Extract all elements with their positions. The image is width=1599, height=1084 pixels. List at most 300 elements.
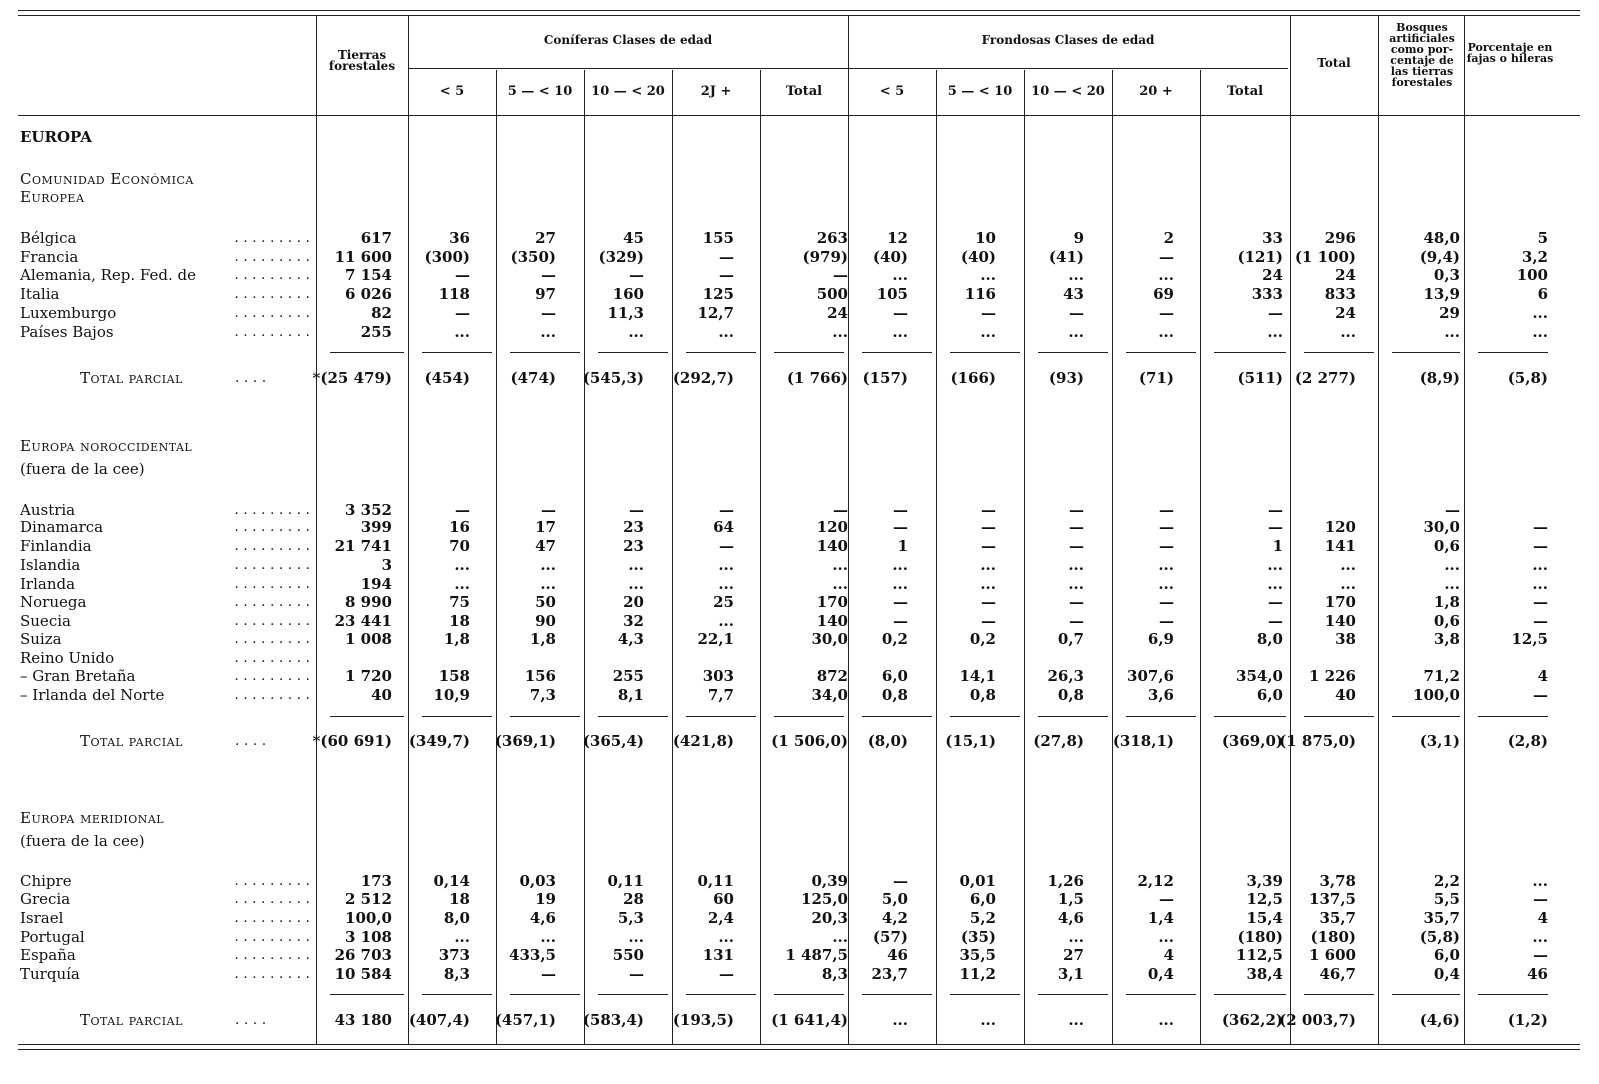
table-cell: ... bbox=[1532, 575, 1548, 593]
table-cell: (2 003,7) bbox=[1279, 1011, 1356, 1029]
table-cell: 23 bbox=[623, 518, 644, 536]
table-cell: 24 bbox=[1335, 304, 1356, 322]
table-cell: — bbox=[455, 304, 470, 322]
table-cell: — bbox=[1159, 612, 1174, 630]
leader-dots: . . . . . . . . . bbox=[234, 668, 310, 684]
leader-dots: . . . . . . . . . bbox=[234, 650, 310, 666]
subtotal-rule bbox=[1304, 994, 1374, 995]
table-cell: 255 bbox=[612, 667, 644, 685]
table-cell: (71) bbox=[1138, 369, 1174, 387]
table-cell: ... bbox=[980, 556, 996, 574]
leader-dots: . . . . . . . . . bbox=[234, 929, 310, 945]
table-cell: 40 bbox=[1335, 686, 1356, 704]
table-cell: 617 bbox=[360, 229, 392, 247]
table-cell: 27 bbox=[535, 229, 556, 247]
table-cell: 173 bbox=[360, 872, 392, 890]
table-cell: 1 720 bbox=[345, 667, 392, 685]
table-cell: 399 bbox=[360, 518, 392, 536]
table-cell: (166) bbox=[950, 369, 996, 387]
row-label: Reino Unido bbox=[20, 649, 115, 667]
table-cell: 17 bbox=[535, 518, 556, 536]
table-cell: — bbox=[981, 593, 996, 611]
row-label: Luxemburgo bbox=[20, 304, 117, 322]
table-cell: 5,0 bbox=[881, 890, 908, 908]
table-cell: 46 bbox=[887, 946, 908, 964]
table-cell: — bbox=[1268, 593, 1283, 611]
table-cell: ... bbox=[1444, 556, 1460, 574]
table-cell: 6,0 bbox=[1433, 946, 1460, 964]
age-class-header: 5 — < 10 bbox=[507, 84, 573, 99]
subtotal-rule bbox=[1214, 352, 1286, 353]
table-cell: — bbox=[455, 266, 470, 284]
row-label: Alemania, Rep. Fed. de bbox=[20, 266, 197, 284]
table-cell: ... bbox=[454, 575, 470, 593]
table-cell: (350) bbox=[510, 248, 556, 266]
table-cell: (583,4) bbox=[582, 1011, 644, 1029]
table-cell: 4,6 bbox=[529, 909, 556, 927]
subtotal-rule bbox=[330, 352, 404, 353]
row-label: Austria bbox=[20, 501, 76, 519]
table-cell: 0,14 bbox=[433, 872, 470, 890]
table-cell: — bbox=[1445, 501, 1460, 519]
table-cell: (180) bbox=[1310, 928, 1356, 946]
subtotal-rule bbox=[686, 994, 756, 995]
table-cell: 3 352 bbox=[345, 501, 392, 519]
table-cell: — bbox=[893, 518, 908, 536]
table-cell: 43 bbox=[1063, 285, 1084, 303]
table-cell: (329) bbox=[598, 248, 644, 266]
table-cell: 0,11 bbox=[697, 872, 734, 890]
table-cell: (1 506,0) bbox=[771, 732, 848, 750]
table-cell: 2 bbox=[1163, 229, 1174, 247]
table-cell: 23,7 bbox=[871, 965, 908, 983]
table-cell: ... bbox=[832, 575, 848, 593]
table-cell: (407,4) bbox=[408, 1011, 470, 1029]
table-cell: ... bbox=[1532, 323, 1548, 341]
table-cell: 4 bbox=[1537, 667, 1548, 685]
table-cell: ... bbox=[1158, 1011, 1174, 1029]
table-cell: 4 bbox=[1163, 946, 1174, 964]
table-cell: 1,26 bbox=[1047, 872, 1084, 890]
table-cell: (365,4) bbox=[582, 732, 644, 750]
table-cell: 27 bbox=[1063, 946, 1084, 964]
age-class-header: 10 — < 20 bbox=[591, 84, 665, 99]
table-cell: 263 bbox=[816, 229, 848, 247]
table-cell: 60 bbox=[713, 890, 734, 908]
table-cell: — bbox=[1069, 518, 1084, 536]
table-cell: — bbox=[1268, 501, 1283, 519]
column-divider bbox=[1290, 16, 1291, 1044]
table-cell: (157) bbox=[862, 369, 908, 387]
leader-dots: . . . . bbox=[235, 733, 267, 749]
table-cell: (35) bbox=[960, 928, 996, 946]
table-cell: 3,39 bbox=[1246, 872, 1283, 890]
subtotal-rule bbox=[510, 994, 580, 995]
table-cell: ... bbox=[1158, 556, 1174, 574]
leader-dots: . . . . . . . . . bbox=[234, 631, 310, 647]
table-cell: 11 600 bbox=[334, 248, 392, 266]
table-cell: 46 bbox=[1527, 965, 1548, 983]
subtotal-rule bbox=[862, 352, 932, 353]
table-cell: — bbox=[1159, 304, 1174, 322]
table-cell: (93) bbox=[1048, 369, 1084, 387]
row-label: Noruega bbox=[20, 593, 87, 611]
table-cell: (41) bbox=[1048, 248, 1084, 266]
table-cell: ... bbox=[540, 556, 556, 574]
table-cell: ... bbox=[718, 928, 734, 946]
table-cell: — bbox=[1159, 518, 1174, 536]
column-divider bbox=[316, 16, 317, 1044]
table-cell: 6,0 bbox=[881, 667, 908, 685]
subtotal-rule bbox=[950, 352, 1020, 353]
table-cell: ... bbox=[1267, 556, 1283, 574]
table-cell: 29 bbox=[1439, 304, 1460, 322]
table-cell: (4,6) bbox=[1419, 1011, 1460, 1029]
age-class-header: Total bbox=[785, 84, 823, 99]
table-cell: — bbox=[719, 501, 734, 519]
table-cell: 100 bbox=[1516, 266, 1548, 284]
table-cell: (1 875,0) bbox=[1279, 732, 1356, 750]
table-cell: 71,2 bbox=[1423, 667, 1460, 685]
table-cell: 47 bbox=[535, 537, 556, 555]
table-cell: ... bbox=[628, 556, 644, 574]
age-class-header: < 5 bbox=[439, 84, 465, 99]
leader-dots: . . . . bbox=[235, 1012, 267, 1028]
table-cell: (1 100) bbox=[1294, 248, 1356, 266]
table-cell: ... bbox=[1068, 556, 1084, 574]
table-cell: 0,4 bbox=[1147, 965, 1174, 983]
table-cell: — bbox=[1159, 890, 1174, 908]
table-cell: — bbox=[1533, 686, 1548, 704]
table-cell: 10,9 bbox=[433, 686, 470, 704]
table-cell: (3,1) bbox=[1419, 732, 1460, 750]
table-cell: ... bbox=[1068, 323, 1084, 341]
table-cell: — bbox=[833, 266, 848, 284]
table-cell: 36 bbox=[449, 229, 470, 247]
table-cell: 38,4 bbox=[1246, 965, 1283, 983]
table-cell: 48,0 bbox=[1423, 229, 1460, 247]
table-cell: 12,7 bbox=[697, 304, 734, 322]
leader-dots: . . . . . . . . . bbox=[234, 873, 310, 889]
table-cell: 155 bbox=[702, 229, 734, 247]
table-cell: — bbox=[1533, 612, 1548, 630]
age-class-header: < 5 bbox=[879, 84, 905, 99]
table-cell: 0,2 bbox=[881, 630, 908, 648]
subtotal-rule bbox=[862, 716, 932, 717]
table-cell: 11,2 bbox=[959, 965, 996, 983]
header-frondosas: Frondosas Clases de edad bbox=[981, 33, 1155, 47]
subtotal-rule bbox=[1478, 352, 1548, 353]
table-cell: 3,1 bbox=[1057, 965, 1084, 983]
subtotal-rule bbox=[1126, 352, 1196, 353]
table-cell: — bbox=[719, 248, 734, 266]
subtotal-rule bbox=[686, 716, 756, 717]
table-cell: (57) bbox=[872, 928, 908, 946]
subtotal-rule bbox=[510, 716, 580, 717]
table-cell: 10 584 bbox=[334, 965, 392, 983]
table-cell: ... bbox=[1158, 575, 1174, 593]
table-cell: 2,4 bbox=[707, 909, 734, 927]
table-cell: 125 bbox=[702, 285, 734, 303]
table-cell: (511) bbox=[1237, 369, 1283, 387]
table-cell: 6 026 bbox=[345, 285, 392, 303]
leader-dots: . . . . . . . . . bbox=[234, 538, 310, 554]
table-cell: 90 bbox=[535, 612, 556, 630]
row-label: – Irlanda del Norte bbox=[20, 686, 165, 704]
table-cell: — bbox=[1533, 537, 1548, 555]
table-cell: 69 bbox=[1153, 285, 1174, 303]
table-cell: (1 641,4) bbox=[771, 1011, 848, 1029]
table-cell: — bbox=[981, 501, 996, 519]
table-cell: 5,5 bbox=[1433, 890, 1460, 908]
leader-dots: . . . . . . . . . bbox=[234, 687, 310, 703]
table-cell: 9 bbox=[1073, 229, 1084, 247]
table-cell: (292,7) bbox=[672, 369, 734, 387]
row-label: Grecia bbox=[20, 890, 71, 908]
subtotal-rule bbox=[1392, 994, 1460, 995]
table-cell: — bbox=[541, 501, 556, 519]
section-europa: EUROPA bbox=[20, 128, 92, 146]
table-cell: (2,8) bbox=[1507, 732, 1548, 750]
table-cell: — bbox=[629, 266, 644, 284]
table-cell: 34,0 bbox=[811, 686, 848, 704]
table-cell: (8,9) bbox=[1419, 369, 1460, 387]
table-cell: 307,6 bbox=[1127, 667, 1174, 685]
table-cell: 38 bbox=[1335, 630, 1356, 648]
table-cell: 6,9 bbox=[1147, 630, 1174, 648]
table-cell: 26,3 bbox=[1047, 667, 1084, 685]
table-cell: 1 bbox=[1272, 537, 1283, 555]
table-cell: 255 bbox=[360, 323, 392, 341]
column-divider bbox=[760, 70, 761, 1044]
table-cell: ... bbox=[540, 575, 556, 593]
table-cell: 12 bbox=[887, 229, 908, 247]
table-cell: 833 bbox=[1324, 285, 1356, 303]
leader-dots: . . . . . . . . . bbox=[234, 613, 310, 629]
table-cell: (180) bbox=[1237, 928, 1283, 946]
table-cell: ... bbox=[832, 928, 848, 946]
table-cell: (979) bbox=[802, 248, 848, 266]
row-label: Suecia bbox=[20, 612, 71, 630]
table-cell: 3 108 bbox=[345, 928, 392, 946]
row-label: Finlandia bbox=[20, 537, 92, 555]
table-cell: — bbox=[1069, 501, 1084, 519]
header-porcentaje: Porcentaje en fajas o hileras bbox=[1466, 41, 1554, 65]
table-cell: 1 600 bbox=[1309, 946, 1356, 964]
subtotal-rule bbox=[422, 994, 492, 995]
table-cell: 16 bbox=[449, 518, 470, 536]
table-cell: 33 bbox=[1262, 229, 1283, 247]
table-cell: ... bbox=[980, 1011, 996, 1029]
table-cell: 11,3 bbox=[607, 304, 644, 322]
table-cell: 354,0 bbox=[1236, 667, 1283, 685]
table-cell: 296 bbox=[1324, 229, 1356, 247]
leader-dots: . . . . . . . . . bbox=[234, 267, 310, 283]
table-cell: — bbox=[1533, 593, 1548, 611]
table-cell: 4,3 bbox=[617, 630, 644, 648]
table-cell: — bbox=[629, 965, 644, 983]
table-cell: 5 bbox=[1537, 229, 1548, 247]
table-cell: 2 512 bbox=[345, 890, 392, 908]
table-cell: ... bbox=[540, 323, 556, 341]
table-cell: — bbox=[1533, 890, 1548, 908]
table-cell: ... bbox=[1444, 323, 1460, 341]
subtotal-rule bbox=[598, 716, 668, 717]
table-cell: 7,3 bbox=[529, 686, 556, 704]
table-cell: — bbox=[893, 304, 908, 322]
table-cell: 4 bbox=[1537, 909, 1548, 927]
table-cell: 26 703 bbox=[334, 946, 392, 964]
row-label: Países Bajos bbox=[20, 323, 114, 341]
table-cell: ... bbox=[1158, 928, 1174, 946]
table-cell: 0,8 bbox=[881, 686, 908, 704]
table-cell: (369,1) bbox=[494, 732, 556, 750]
table-cell: ... bbox=[1267, 575, 1283, 593]
leader-dots: . . . . . . . . . bbox=[234, 230, 310, 246]
table-cell: 0,3 bbox=[1433, 266, 1460, 284]
subtotal-rule bbox=[598, 994, 668, 995]
bottom-rule-2 bbox=[18, 1049, 1580, 1050]
subtotal-rule bbox=[510, 352, 580, 353]
table-cell: ... bbox=[892, 323, 908, 341]
table-cell: 35,7 bbox=[1423, 909, 1460, 927]
table-cell: ... bbox=[1158, 266, 1174, 284]
section-meridional-1: Europa meridional bbox=[20, 809, 165, 827]
subtotal-rule bbox=[1214, 994, 1286, 995]
table-cell: 24 bbox=[827, 304, 848, 322]
table-cell: 14,1 bbox=[959, 667, 996, 685]
table-cell: 21 741 bbox=[334, 537, 392, 555]
table-cell: — bbox=[893, 593, 908, 611]
table-cell: 32 bbox=[623, 612, 644, 630]
table-cell: 0,39 bbox=[811, 872, 848, 890]
table-cell: 0,2 bbox=[969, 630, 996, 648]
table-cell: 7 154 bbox=[345, 266, 392, 284]
table-cell: — bbox=[1268, 612, 1283, 630]
section-cee-1: Comunidad Económica bbox=[20, 170, 194, 188]
table-cell: 8,3 bbox=[821, 965, 848, 983]
leader-dots: . . . . . . . . . bbox=[234, 966, 310, 982]
table-cell: 3,6 bbox=[1147, 686, 1174, 704]
age-class-header: 2J + bbox=[700, 84, 732, 99]
leader-dots: . . . . . . . . . bbox=[234, 286, 310, 302]
table-cell: 1 487,5 bbox=[785, 946, 848, 964]
table-cell: ... bbox=[892, 556, 908, 574]
table-cell: — bbox=[719, 266, 734, 284]
table-cell: — bbox=[1159, 501, 1174, 519]
table-cell: — bbox=[1268, 304, 1283, 322]
table-cell: ... bbox=[1068, 575, 1084, 593]
row-label: Dinamarca bbox=[20, 518, 104, 536]
coniferas-underline bbox=[408, 68, 848, 69]
column-divider bbox=[936, 70, 937, 1044]
table-cell: ... bbox=[1444, 575, 1460, 593]
table-cell: *(25 479) bbox=[312, 369, 392, 387]
subtotal-rule bbox=[774, 716, 844, 717]
table-cell: — bbox=[541, 304, 556, 322]
table-cell: ... bbox=[628, 323, 644, 341]
leader-dots: . . . . . . . . . bbox=[234, 891, 310, 907]
table-cell: ... bbox=[718, 612, 734, 630]
section-noroccidental-2: (fuera de la cee) bbox=[20, 460, 145, 478]
subtotal-rule bbox=[862, 994, 932, 995]
table-cell: 1,8 bbox=[529, 630, 556, 648]
table-cell: — bbox=[981, 518, 996, 536]
column-divider bbox=[1200, 70, 1201, 1044]
section-noroccidental-1: Europa noroccidental bbox=[20, 437, 193, 455]
table-cell: 125,0 bbox=[801, 890, 848, 908]
row-label: Suiza bbox=[20, 630, 62, 648]
table-cell: (1 766) bbox=[786, 369, 848, 387]
table-cell: ... bbox=[1340, 323, 1356, 341]
table-cell: — bbox=[981, 612, 996, 630]
subtotal-rule bbox=[950, 994, 1020, 995]
table-cell: ... bbox=[980, 575, 996, 593]
table-cell: 105 bbox=[876, 285, 908, 303]
table-cell: (5,8) bbox=[1507, 369, 1548, 387]
table-cell: 170 bbox=[1324, 593, 1356, 611]
column-divider bbox=[584, 70, 585, 1044]
subtotal-rule bbox=[1214, 716, 1286, 717]
table-cell: (5,8) bbox=[1419, 928, 1460, 946]
table-cell: — bbox=[833, 501, 848, 519]
table-cell: 35,5 bbox=[959, 946, 996, 964]
table-cell: (369,0) bbox=[1221, 732, 1283, 750]
leader-dots: . . . . . . . . . bbox=[234, 576, 310, 592]
leader-dots: . . . . . . . . . bbox=[234, 324, 310, 340]
table-cell: 120 bbox=[1324, 518, 1356, 536]
table-cell: 0,6 bbox=[1433, 537, 1460, 555]
subtotal-rule bbox=[1126, 994, 1196, 995]
table-cell: — bbox=[981, 537, 996, 555]
table-cell: 112,5 bbox=[1236, 946, 1283, 964]
table-cell: *(60 691) bbox=[312, 732, 392, 750]
table-cell: 0,7 bbox=[1057, 630, 1084, 648]
table-cell: 28 bbox=[623, 890, 644, 908]
table-cell: — bbox=[1533, 946, 1548, 964]
table-cell: — bbox=[1069, 593, 1084, 611]
table-cell: 8 990 bbox=[345, 593, 392, 611]
table-cell: (8,0) bbox=[867, 732, 908, 750]
table-cell: (15,1) bbox=[945, 732, 996, 750]
table-cell: 3,8 bbox=[1433, 630, 1460, 648]
table-cell: 303 bbox=[702, 667, 734, 685]
column-divider bbox=[408, 16, 409, 1044]
table-cell: (454) bbox=[424, 369, 470, 387]
table-cell: 137,5 bbox=[1309, 890, 1356, 908]
table-cell: 140 bbox=[816, 612, 848, 630]
subtotal-rule bbox=[598, 352, 668, 353]
table-cell: 24 bbox=[1335, 266, 1356, 284]
table-cell: 20,3 bbox=[811, 909, 848, 927]
table-cell: 7,7 bbox=[707, 686, 734, 704]
table-cell: — bbox=[1268, 518, 1283, 536]
table-cell: — bbox=[1069, 612, 1084, 630]
row-label: Islandia bbox=[20, 556, 81, 574]
row-label: Bélgica bbox=[20, 229, 77, 247]
header-total: Total bbox=[1317, 56, 1351, 70]
table-cell: 0,03 bbox=[519, 872, 556, 890]
subtotal-rule bbox=[1126, 716, 1196, 717]
age-class-header: 5 — < 10 bbox=[947, 84, 1013, 99]
table-cell: 0,11 bbox=[607, 872, 644, 890]
table-cell: ... bbox=[1532, 556, 1548, 574]
header-bosques: Bosques artificiales como por-centaje de las tierras forestales bbox=[1389, 21, 1455, 89]
table-cell: ... bbox=[892, 1011, 908, 1029]
subtotal-rule bbox=[774, 994, 844, 995]
row-label: Chipre bbox=[20, 872, 72, 890]
table-cell: ... bbox=[1267, 323, 1283, 341]
